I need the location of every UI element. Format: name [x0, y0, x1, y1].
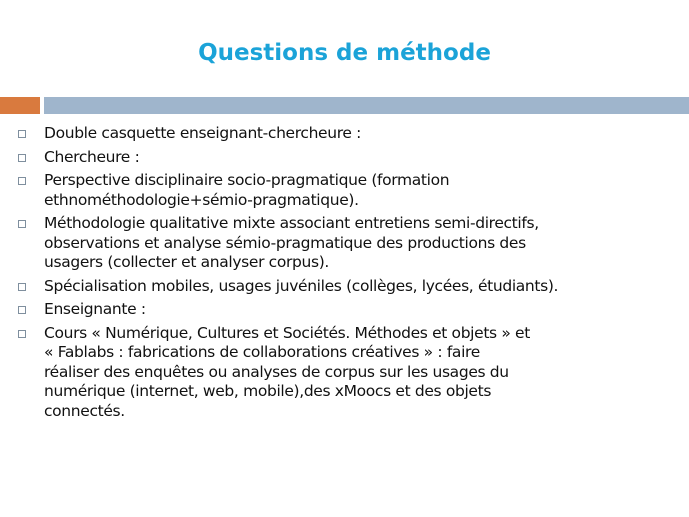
- bullet-text: Chercheure :: [44, 147, 140, 166]
- checkbox-bullet-icon: [18, 130, 26, 138]
- checkbox-bullet-icon: [18, 154, 26, 162]
- bullet-item: [18, 124, 678, 144]
- slide-title: Questions de méthode: [198, 40, 491, 66]
- title-accent-bar: [0, 97, 40, 114]
- checkbox-bullet-icon: [18, 330, 26, 338]
- bullet-list: [18, 124, 678, 425]
- bullet-item: [18, 300, 678, 320]
- bullet-text: Cours « Numérique, Cultures et Sociétés. Méthodes et objets » et « Fablabs : fabrications de collaborations créatives » : faire réaliser des enquêtes ou analyses de corpus sur les usages du numérique (internet, web, mobile),des xMoocs et des objets connectés.: [44, 323, 530, 420]
- checkbox-bullet-icon: [18, 283, 26, 291]
- bullet-text: Double casquette enseignant-chercheure :: [44, 124, 362, 142]
- bullet-item: [18, 214, 678, 273]
- checkbox-bullet-icon: [18, 306, 26, 314]
- checkbox-bullet-icon: [18, 220, 26, 228]
- bullet-item: [18, 171, 678, 210]
- bullet-text: Spécialisation mobiles, usages juvéniles (collèges, lycées, étudiants).: [44, 276, 559, 295]
- bullet-item: [18, 324, 678, 422]
- bullet-item: [18, 148, 678, 168]
- bullet-text: Méthodologie qualitative mixte associant entretiens semi-directifs, observations et analyse sémio-pragmatique des productions des usagers (collecter et analyser corpus).: [44, 214, 539, 271]
- checkbox-bullet-icon: [18, 177, 26, 185]
- title-rule-bar: [44, 97, 689, 114]
- bullet-text: Enseignante :: [44, 300, 146, 318]
- bullet-item: [18, 277, 678, 297]
- bullet-text: Perspective disciplinaire socio-pragmatique (formation ethnométhodologie+sémio-pragmatique).: [44, 171, 450, 209]
